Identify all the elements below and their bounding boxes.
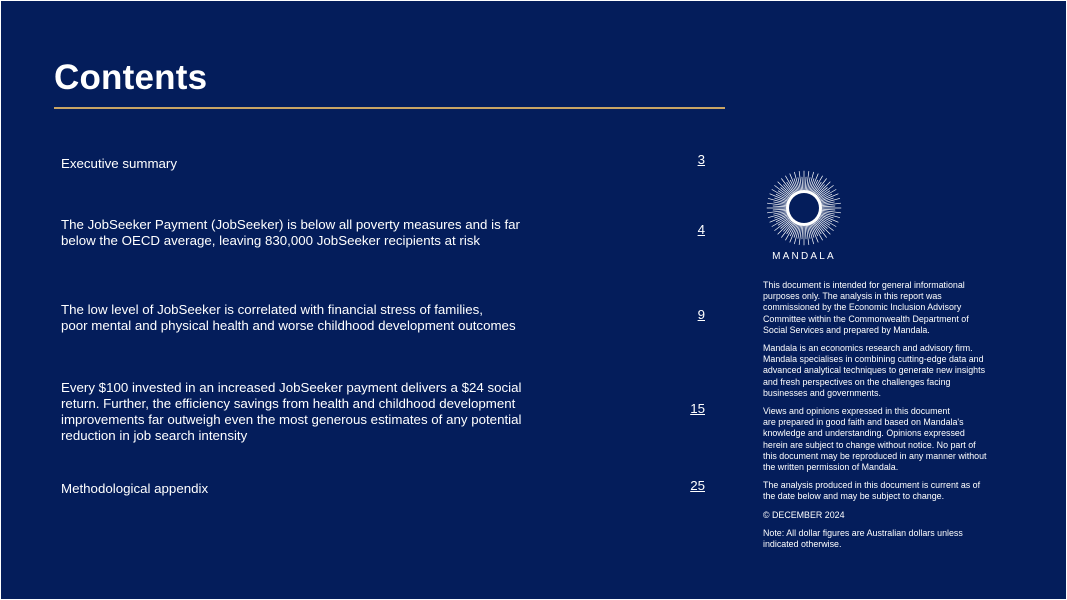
logo-wordmark: MANDALA	[772, 251, 836, 262]
title-divider	[54, 107, 725, 109]
toc-entry-title: The low level of JobSeeker is correlated with financial stress of families, poor mental and physical health and worse childhood development outcomes	[61, 302, 516, 333]
currency-note: Note: All dollar figures are Australian dollars unless indicated otherwise.	[763, 527, 963, 550]
disclaimer	[763, 280, 1021, 557]
page-title: Contents	[54, 58, 208, 97]
mandala-logo	[765, 169, 843, 264]
toc-page-link[interactable]: 4	[697, 222, 705, 237]
disclaimer-paragraph: Views and opinions expressed in this document are prepared in good faith and based on Mandala's knowledge and understanding. Opinions expressed herein are subject to change without notice. No part of this document may be reproduced in any manner without the written permission of Mandala.	[763, 406, 987, 473]
contents-slide	[1, 1, 1066, 599]
toc-page-link[interactable]: 9	[697, 307, 705, 322]
toc-entry-title: Every $100 invested in an increased JobSeeker payment delivers a $24 social return. Further, the efficiency savings from health and childhood development improvements far outweigh even the most generous estimates of any potential reduction in job search intensity	[61, 380, 522, 443]
disclaimer-paragraph: This document is intended for general informational purposes only. The analysis in this report was commissioned by the Economic Inclusion Advisory Committee within the Commonwealth Department of Social Services and prepared by Mandala.	[763, 280, 969, 335]
disclaimer-paragraph: The analysis produced in this document is current as of the date below and may be subject to change.	[763, 480, 981, 502]
toc-entry-title: Methodological appendix	[61, 481, 209, 496]
mandala-sunburst-icon	[765, 169, 843, 247]
disclaimer-paragraph: Mandala is an economics research and advisory firm. Mandala specialises in combining cutting-edge data and advanced analytical techniques to generate new insights and fresh perspectives on the challenges facing businesses and governments.	[763, 343, 986, 398]
toc-entry-title: The JobSeeker Payment (JobSeeker) is below all poverty measures and is far below the OECD average, leaving 830,000 JobSeeker recipients at risk	[61, 217, 520, 248]
toc-page-link[interactable]: 25	[690, 478, 705, 493]
toc-page-link[interactable]: 3	[697, 152, 705, 167]
toc-entry-title: Executive summary	[61, 156, 178, 171]
toc-page-link[interactable]: 15	[690, 401, 705, 416]
copyright-date: © DECEMBER 2024	[763, 509, 845, 520]
